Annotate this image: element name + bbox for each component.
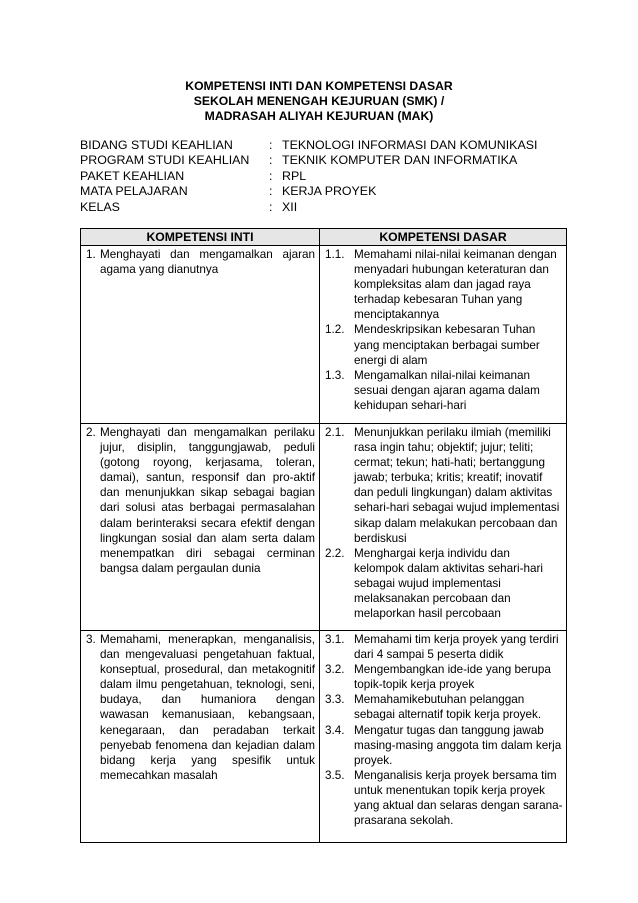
table-row (81, 246, 567, 424)
info-value: KERJA PROYEK (282, 184, 377, 199)
header-kompetensi-dasar: KOMPETENSI DASAR (320, 229, 567, 246)
info-colon: : (269, 184, 273, 199)
ki-text: Menghayati dan mengamalkan perilaku jujur, disiplin, tanggungjawab, peduli (gotong royong, kerjasama, toleran, damai), santun, responsif dan pro-aktif dan menunjukkan sikap sebagai bagian dari solusi atas berbagai permasalahan dalam berinteraksi secara efektif dengan lingkungan sosial dan alam serta dalam menempatkan diri sebagai cerminan bangsa dalam pergaulan dunia (100, 426, 315, 575)
kd-number: 3.1. (325, 633, 345, 646)
info-label: PAKET KEAHLIAN (80, 168, 185, 183)
info-value: TEKNIK KOMPUTER DAN INFORMATIKA (282, 153, 518, 168)
ki-text: Menghayati dan mengamalkan ajaran agama yang dianutnya (100, 248, 315, 277)
ki-cell (81, 246, 320, 424)
kd-number: 3.2. (325, 663, 345, 677)
kd-text: Mengatur tugas dan tanggung jawab masing-masing anggota tim dalam kerja proyek. (354, 723, 562, 767)
table-header-row (81, 229, 567, 246)
kd-number: 3.3. (325, 693, 345, 707)
kd-item (325, 546, 563, 621)
ki-cell (81, 424, 320, 631)
kd-cell (320, 246, 567, 424)
kd-number: 1.1. (325, 248, 345, 261)
kd-number: 3.4. (325, 723, 345, 737)
kd-text: Mengamalkan nilai-nilai keimanan sesuai dengan ajaran agama dalam kehidupan sehari-hari (354, 368, 540, 412)
kd-item (325, 247, 563, 322)
competency-table (80, 228, 567, 843)
subject-info (80, 138, 537, 215)
kd-text: Menghargai kerja individu dan kelompok dalam aktivitas sehari-hari sebagai wujud implementasi melaksanakan percobaan dan melaporkan hasil percobaan (354, 546, 544, 621)
info-row-bidang (80, 138, 537, 153)
kd-text: Memahamikebutuhan pelanggan sebagai alternatif topik kerja proyek. (354, 693, 542, 722)
header-kompetensi-inti: KOMPETENSI INTI (81, 229, 320, 246)
info-row-mapel (80, 184, 537, 199)
kd-text: Mendeskripsikan kebesaran Tuhan yang menciptakan berbagai sumber energi di alam (354, 323, 540, 367)
kd-cell (320, 631, 567, 843)
kd-item (325, 662, 563, 692)
kd-number: 2.2. (325, 546, 345, 560)
title-line-3: MADRASAH ALIYAH KEJURUAN (MAK) (204, 109, 434, 123)
kd-item (325, 723, 563, 768)
kd-text: Menunjukkan perilaku ilmiah (memiliki rasa ingin tahu; objektif; jujur; teliti; cermat; tekun; hati-hati; bertanggung jawab; terbuka; kritis; kreatif; inovatif dan peduli lingkungan) dalam aktivitas sehari-hari sebagai wujud implementasi sikap dalam melakukan percobaan dan berdiskusi (354, 426, 560, 545)
info-row-kelas (80, 200, 537, 215)
ki-number: 1. (86, 248, 96, 261)
info-colon: : (269, 138, 273, 152)
kd-item (325, 632, 563, 662)
info-label: KELAS (80, 199, 120, 214)
title-line-2: SEKOLAH MENENGAH KEJURUAN (SMK) / (193, 94, 445, 108)
table-row (81, 424, 567, 631)
info-label: PROGRAM STUDI KEAHLIAN (80, 153, 250, 168)
kd-item (325, 768, 563, 828)
ki-text: Memahami, menerapkan, menganalisis, dan mengevaluasi pengetahuan faktual, konseptual, prosedural, dan metakognitif dalam ilmu pengetahuan, teknologi, seni, budaya, dan humaniora dengan wawasan kemanusiaan, kebangsaan, kenegaraan, dan peradaban terkait penyebab fenomena dan kejadian dalam bidang kerja yang spesifik untuk memecahkan masalah (100, 633, 315, 782)
kd-text: Memahami tim kerja proyek yang terdiri dari 4 sampai 5 peserta didik (354, 633, 559, 662)
table-row (81, 631, 567, 843)
info-row-paket (80, 169, 537, 184)
info-row-program (80, 153, 537, 168)
info-value: RPL (282, 168, 307, 183)
kd-cell (320, 424, 567, 631)
kd-number: 3.5. (325, 768, 345, 782)
info-label: BIDANG STUDI KEAHLIAN (80, 138, 233, 152)
kd-number: 2.1. (325, 426, 345, 439)
kd-item (325, 368, 563, 413)
info-value: XII (282, 199, 298, 214)
info-colon: : (269, 153, 273, 168)
info-colon: : (269, 168, 273, 183)
ki-number: 3. (86, 633, 96, 646)
kd-text: Mengembangkan ide-ide yang berupa topik-topik kerja proyek (354, 663, 551, 692)
ki-number: 2. (86, 426, 96, 439)
kd-item (325, 692, 563, 722)
kd-text: Memahami nilai-nilai keimanan dengan menyadari hubungan keteraturan dan kompleksitas alam dan jagad raya terhadap kebesaran Tuhan yang menciptakannya (354, 248, 557, 322)
kd-item (325, 322, 563, 367)
info-value: TEKNOLOGI INFORMASI DAN KOMUNIKASI (282, 138, 538, 152)
kd-number: 1.2. (325, 323, 345, 337)
kd-number: 1.3. (325, 368, 345, 382)
info-label: MATA PELAJARAN (80, 184, 188, 199)
info-colon: : (269, 199, 273, 214)
kd-text: Menganalisis kerja proyek bersama tim untuk menentukan topik kerja proyek yang aktual dan selaras dengan sarana-prasarana sekolah. (354, 768, 563, 828)
title-line-1: KOMPETENSI INTI DAN KOMPETENSI DASAR (185, 79, 453, 93)
kd-item (325, 425, 563, 546)
ki-cell (81, 631, 320, 843)
